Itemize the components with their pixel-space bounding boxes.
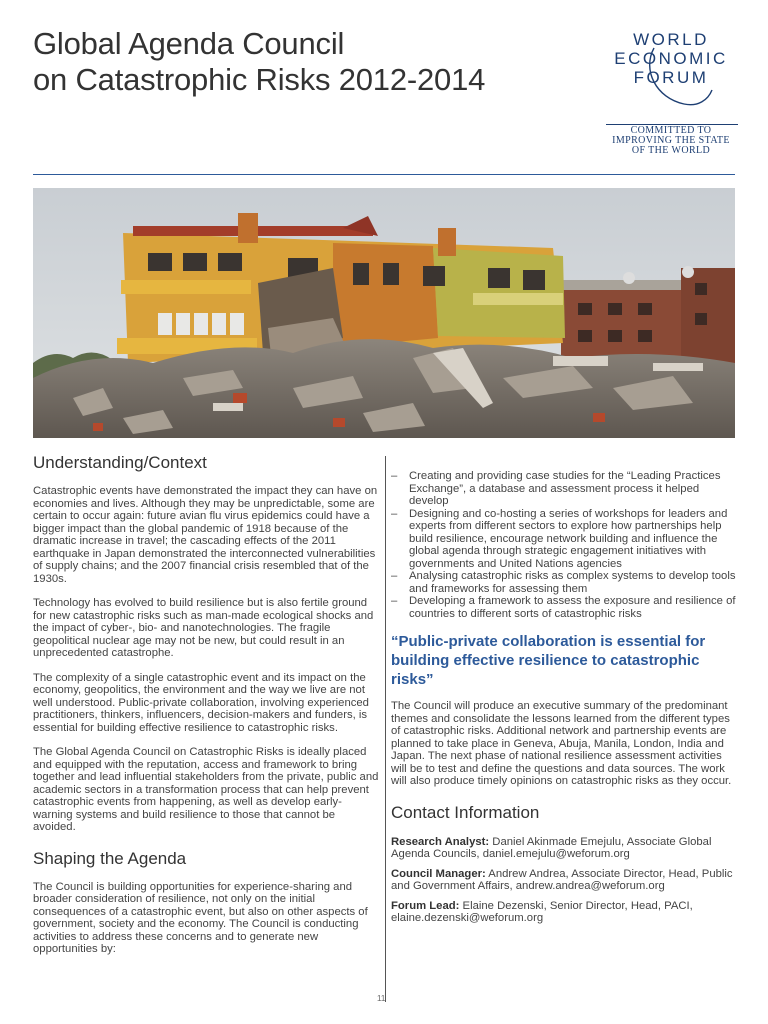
paragraph-context-3: The complexity of a single catastrophic event and its impact on the economy, geopolitics, the environment and the way we live are not well understood. Public-private collaboration, involving experienced practitioners, thinkers, influencers, decision-makers and funders, is essential for building effective resilience to catastrophic risks. bbox=[33, 671, 369, 734]
column-divider bbox=[385, 456, 386, 1002]
paragraph-context-4: The Global Agenda Council on Catastrophic Risks is ideally placed and equipped with the reputation, access and framework to bring together and lead influential stakeholders from the private, public and academic sectors in a transformation process that can help prevent catastrophic events from happening, as well as develop early-warning systems and build resilience to those that cannot be avoided. bbox=[33, 746, 379, 833]
list-item: – Designing and co-hosting a series of workshops for leaders and experts from different sectors to explore how partnerships help build resilience, encourage network building and influence the global agenda through strategic engagement initiatives with governments and United Nations agencies bbox=[391, 508, 739, 571]
heading-understanding-context: Understanding/Context bbox=[33, 453, 207, 472]
right-column bbox=[391, 470, 739, 932]
logo-tagline bbox=[604, 126, 738, 156]
logo-line-economic: ECONOMIC bbox=[614, 49, 728, 68]
activities-list bbox=[391, 470, 739, 620]
logo-tagline-2: IMPROVING THE STATE bbox=[612, 135, 730, 146]
contact-list bbox=[391, 836, 739, 925]
contact-details: Daniel Akinmade Emejulu, Associate Global Agenda Councils, bbox=[391, 835, 712, 860]
title-line-1: Global Agenda Council bbox=[33, 26, 345, 61]
contact-label: Forum Lead: bbox=[391, 899, 460, 912]
page-title bbox=[33, 26, 485, 98]
paragraph-outputs: The Council will produce an executive summary of the predominant themes and consolidate the lessons learned from the different types of catastrophic risks. Additional network and partnership events are planned to take place in Geneva, Abuja, Manila, London, India and Japan. The next phase of national resilience assessment activities will be to test and define the questions and data sources. The work will also produce timely opinions on catastrophic risks as they occur. bbox=[391, 700, 732, 787]
contact-details: Elaine Dezenski, Senior Director, Head, PACI, bbox=[459, 899, 693, 912]
contact-email-link[interactable]: daniel.emejulu@weforum.org bbox=[482, 848, 630, 860]
contact-forum-lead bbox=[391, 900, 739, 925]
contact-label: Research Analyst: bbox=[391, 835, 490, 848]
logo-tagline-1: COMMITTED TO bbox=[630, 125, 712, 136]
paragraph-context-1: Catastrophic events have demonstrated the impact they can have on economies and lives. Although they may be unpredictable, some are certain to occur again: future avian flu virus epidemics could have a bigger impact than the global pandemic of 1918 because of the dramatic increase in travel; the cascading effects of the 2011 earthquake in Japan demonstrated the interconnected vulnerabilities of supply chains; and the 2007 financial crisis resembled that of the 1930s. bbox=[33, 485, 378, 585]
logo-swoosh-icon bbox=[604, 30, 738, 110]
contact-research-analyst bbox=[391, 836, 739, 861]
wef-logo bbox=[604, 30, 738, 156]
contact-council-manager bbox=[391, 868, 739, 893]
logo-line-forum: FORUM bbox=[633, 68, 709, 87]
title-line-2: on Catastrophic Risks 2012-2014 bbox=[33, 62, 486, 97]
list-item: – Analysing catastrophic risks as complex systems to develop tools and frameworks for assessing them bbox=[391, 570, 739, 595]
list-item: – Developing a framework to assess the exposure and resilience of countries to different sorts of catastrophic risks bbox=[391, 595, 739, 620]
collapsed-building-image bbox=[33, 188, 735, 438]
header-rule bbox=[33, 174, 735, 175]
earthquake-photo bbox=[33, 188, 735, 438]
contact-email-link[interactable]: andrew.andrea@weforum.org bbox=[515, 880, 665, 892]
paragraph-context-2: Technology has evolved to build resilience but is also fertile ground for new catastrophic risks such as man-made ecological shocks and the impact of cyber-, bio- and nanotechnologies. The fragile geopolitical nuclear age may not be new, but could result in an unprecedented catastrophe. bbox=[33, 597, 374, 659]
heading-shaping-agenda: Shaping the Agenda bbox=[33, 848, 187, 868]
left-column bbox=[33, 452, 379, 956]
heading-contact-information: Contact Information bbox=[391, 802, 540, 822]
page-number: 11 bbox=[377, 994, 386, 1003]
paragraph-shaping-agenda: The Council is building opportunities for experience-sharing and broader consideration of resilience, not only on the initial consequences of a catastrophic event, but also on other aspects of government, society and the economy. The Council is conducting activities to address these concerns and to generate new opportunities by: bbox=[33, 880, 368, 955]
logo-line-world: WORLD bbox=[633, 30, 709, 49]
logo-tagline-3: OF THE WORLD bbox=[631, 145, 711, 156]
pull-quote: “Public-private collaboration is essential for building effective resilience to catastrophic risks” bbox=[391, 633, 706, 688]
list-item: – Creating and providing case studies for the “Leading Practices Exchange”, a database and assessment process it helped develop bbox=[391, 470, 739, 508]
contact-email-link[interactable]: elaine.dezenski@weforum.org bbox=[391, 912, 544, 924]
contact-details: Andrew Andrea, Associate Director, Head, Public and Government Affairs, bbox=[391, 867, 733, 892]
contact-label: Council Manager: bbox=[391, 867, 486, 880]
